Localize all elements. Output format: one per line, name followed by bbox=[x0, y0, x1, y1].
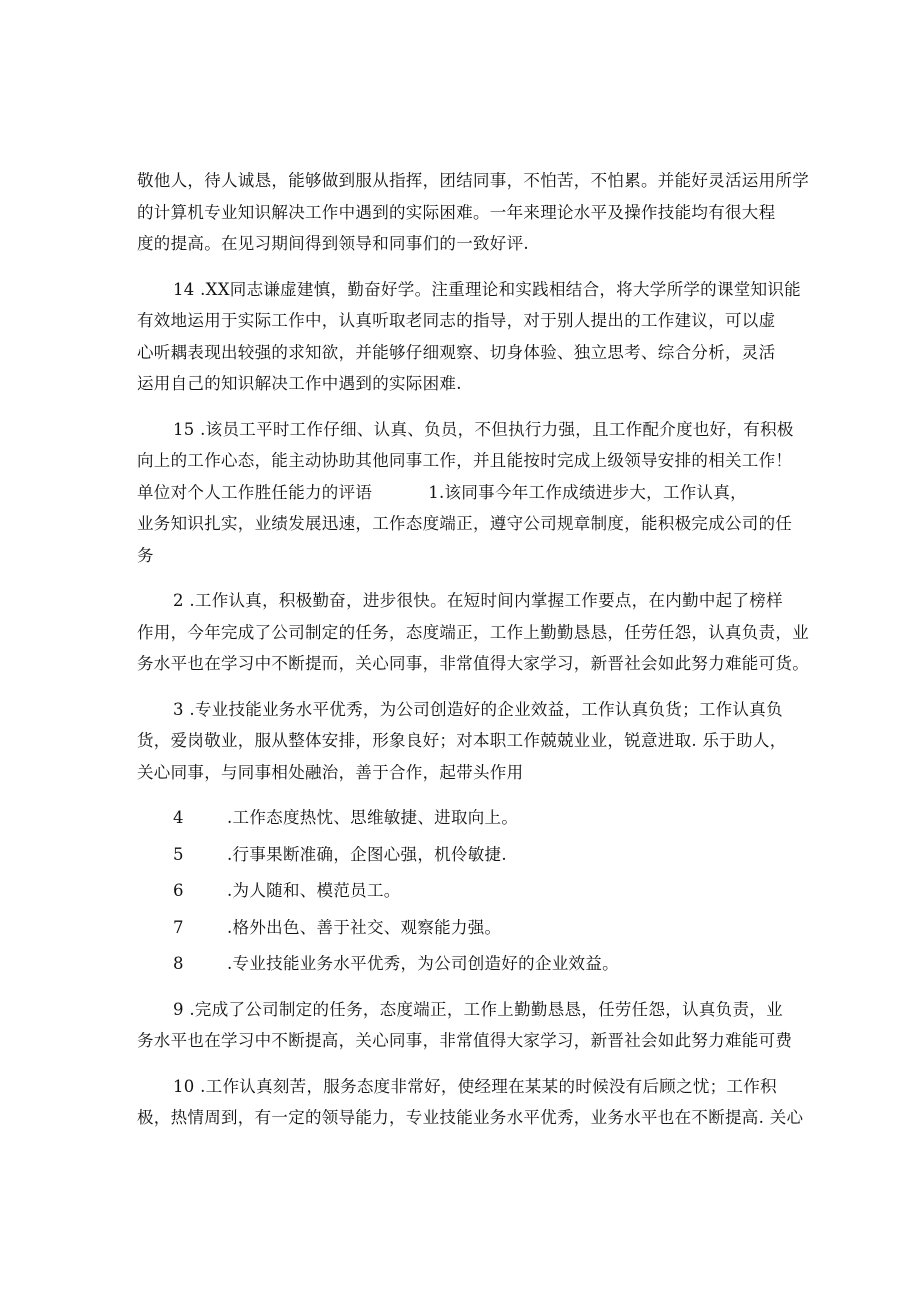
paragraph-3 bbox=[137, 694, 799, 789]
text-line: 15 .该员工平时工作仔细、认真、负员，不但执行力强，且工作配介度也好，有积极 bbox=[173, 419, 794, 439]
list-item bbox=[137, 839, 799, 871]
item-number: 8 bbox=[173, 954, 184, 973]
document-body bbox=[137, 165, 809, 1148]
text-line: 务水平也在学习中不断提而，关心同事，非常值得大家学习，新晋社会如此努力难能可货。 bbox=[137, 654, 809, 673]
text-fragment: 1.该同事今年工作成绩进步大，工作认真， bbox=[428, 482, 747, 502]
text-line: 关心同事，与同事相处融治，善于合作，起带头作用 bbox=[137, 762, 524, 782]
item-number: 6 bbox=[173, 881, 184, 900]
item-text: .格外出色、善于社交、观察能力强。 bbox=[227, 917, 502, 937]
text-line: 运用自己的知识解决工作中遇到的实际困难. bbox=[137, 374, 462, 393]
section-heading: 单位对个人工作胜任能力的评语 bbox=[137, 482, 373, 502]
text-line: 向上的工作心态，能主动协助其他同事工作，并且能按时完成上级领导安排的相关工作！ bbox=[137, 451, 793, 470]
paragraph-10 bbox=[137, 1071, 804, 1134]
item-text: .专业技能业务水平优秀，为公司创造好的企业效益。 bbox=[227, 954, 619, 973]
paragraph-14 bbox=[137, 274, 799, 400]
text-line: 9 .完成了公司制定的任务，态度端正，工作上勤勤恳恳，任劳任怨，认真负责，业 bbox=[173, 999, 783, 1019]
text-line: 14 .XX同志谦虚建慎，勤奋好学。注重理论和实践相结合，将大学所学的课堂知识能 bbox=[173, 279, 801, 299]
text-line: 极，热情周到，有一定的领导能力，专业技能业务水平优秀，业务水平也在不断提高. 关心 bbox=[137, 1108, 804, 1127]
text-line: 度的提高。在见习期间得到领导和同事们的一致好评. bbox=[137, 234, 529, 253]
list-item bbox=[137, 912, 799, 944]
item-text: .行事果断准确，企图心强，机伶敏捷. bbox=[227, 844, 507, 864]
text-line: 业务知识扎实，业绩发展迅速，工作态度端正，遵守公司规章制度，能积极完成公司的任 bbox=[137, 514, 793, 533]
paragraph-15 bbox=[137, 414, 799, 572]
item-number: 4 bbox=[173, 808, 184, 827]
text-line: 心听耦表现出较强的求知欲，并能够仔细观察、切身体验、独立思考、综合分析，灵活 bbox=[137, 342, 776, 362]
list-item bbox=[137, 802, 799, 834]
text-line: 3 .专业技能业务水平优秀，为公司创造好的企业效益，工作认真负货；工作认真负 bbox=[173, 699, 783, 719]
text-line: 作用，今年完成了公司制定的任务，态度端正，工作上勤勤恳恳，任劳任怨，认真负责，业 bbox=[137, 622, 809, 642]
text-line: 货，爱岗敬业，服从整体安排，形象良好；对本职工作兢兢业业，锐意进取. 乐于助人， bbox=[137, 731, 787, 750]
text-line: 务 bbox=[137, 545, 154, 565]
item-number: 5 bbox=[173, 844, 184, 864]
text-line: 务水平也在学习中不断提高，关心同事，非常值得大家学习，新晋社会如此努力难能可费 bbox=[137, 1031, 793, 1050]
text-line bbox=[137, 477, 799, 509]
text-line: 有效地运用于实际工作中，认真听取老同志的指导，对于别人提出的工作建议，可以虚 bbox=[137, 311, 776, 330]
paragraph-continuation bbox=[137, 165, 809, 260]
item-text: .为人随和、模范员工。 bbox=[227, 881, 401, 900]
item-number: 7 bbox=[173, 917, 184, 937]
text-line: 敬他人，待人诚恳，能够做到服从指挥，团结同事，不怕苦，不怕累。并能好灵活运用所学 bbox=[137, 171, 809, 190]
item-text: .工作态度热忱、思维敏捷、进取向上。 bbox=[227, 808, 519, 827]
paragraph-9 bbox=[137, 994, 799, 1057]
text-line: 2 .工作认真，积极勤奋，进步很快。在短时间内掌握工作要点，在内勤中起了榜样 bbox=[173, 591, 783, 610]
list-item bbox=[137, 875, 799, 907]
text-line: 10 .工作认真刻苦，服务态度非常好，使经理在某某的时候没有后顾之忧；工作积 bbox=[173, 1076, 777, 1096]
text-line: 的计算机专业知识解决工作中遇到的实际困难。一年来理论水平及操作技能均有很大程 bbox=[137, 202, 776, 222]
list-item bbox=[137, 948, 799, 980]
paragraph-2 bbox=[137, 585, 809, 680]
